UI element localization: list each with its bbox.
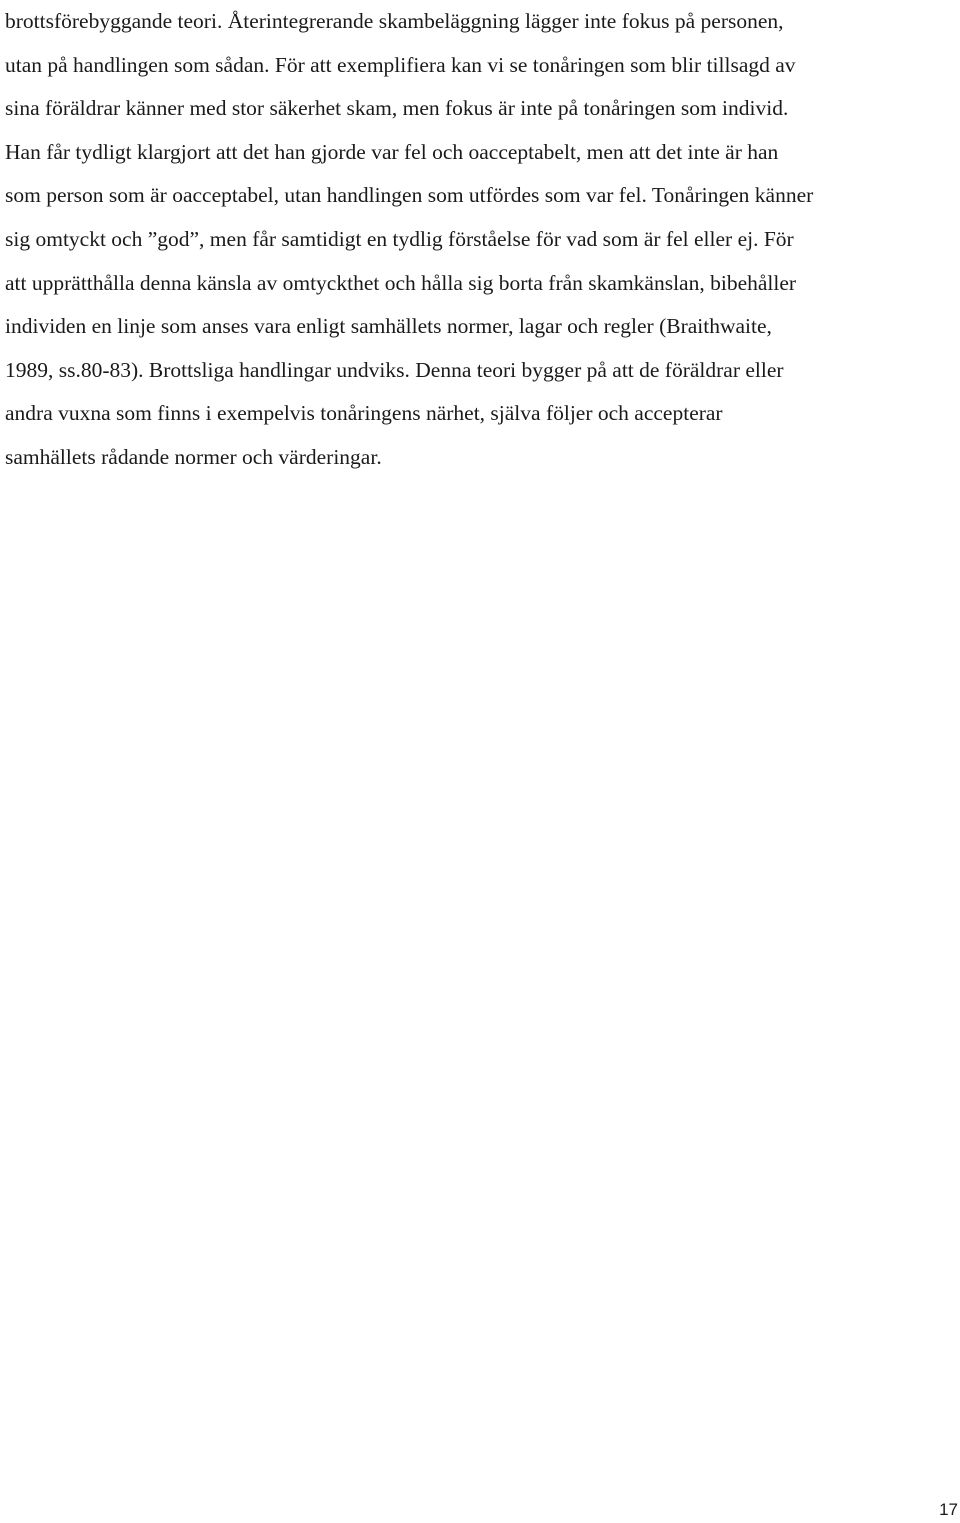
page-number: 17	[939, 1500, 958, 1519]
text-line: brottsförebyggande teori. Återintegrerande skambeläggning lägger inte fokus på personen,	[5, 9, 784, 33]
body-paragraph	[5, 0, 960, 480]
text-line: samhällets rådande normer och värderingar.	[5, 444, 382, 469]
text-line: andra vuxna som finns i exempelvis tonåringens närhet, själva följer och accepterar	[5, 401, 723, 426]
text-line: Han får tydligt klargjort att det han gjorde var fel och oacceptabelt, men att det inte är han	[5, 139, 779, 164]
text-line: 1989, ss.80-83). Brottsliga handlingar undviks. Denna teori bygger på att de föräldrar eller	[5, 357, 784, 382]
text-line: sina föräldrar känner med stor säkerhet skam, men fokus är inte på tonåringen som individ.	[5, 96, 789, 121]
text-line: att upprätthålla denna känsla av omtyckthet och hålla sig borta från skamkänslan, bibehåller	[5, 270, 797, 295]
text-line: individen en linje som anses vara enligt samhällets normer, lagar och regler (Braithwaite,	[5, 314, 772, 339]
text-line: utan på handlingen som sådan. För att exemplifiera kan vi se tonåringen som blir tillsagd av	[5, 52, 796, 77]
text-line: sig omtyckt och ”god”, men får samtidigt en tydlig förståelse för vad som är fel eller ej. För	[5, 226, 794, 251]
text-line: som person som är oacceptabel, utan handlingen som utfördes som var fel. Tonåringen känner	[5, 183, 814, 208]
